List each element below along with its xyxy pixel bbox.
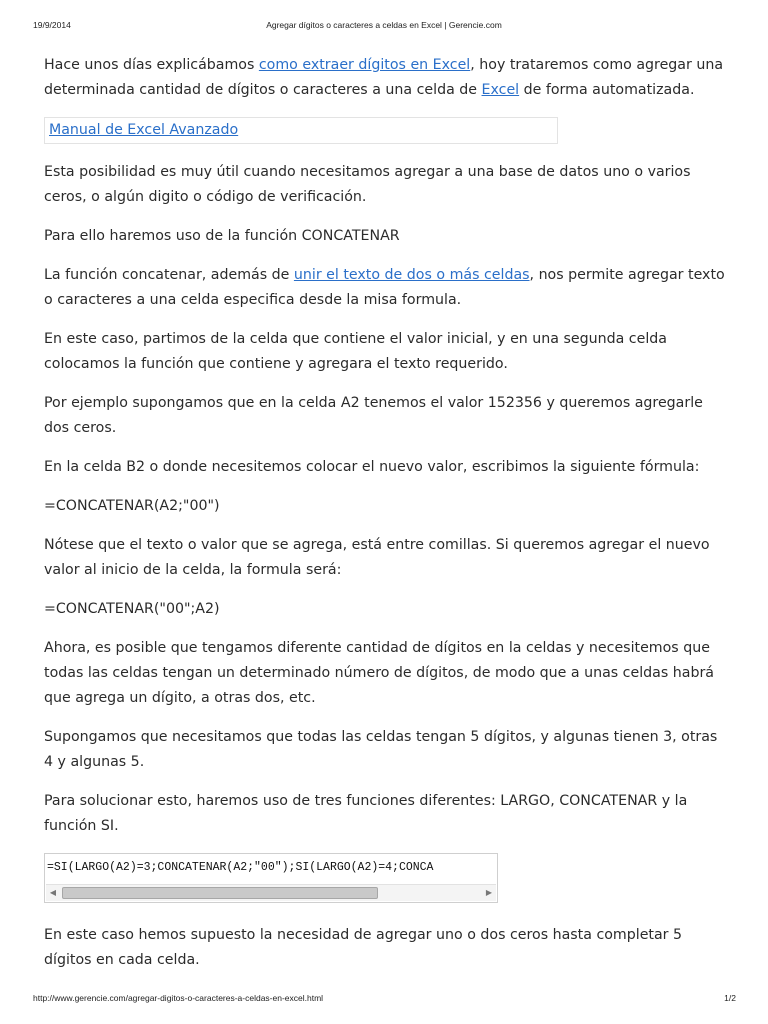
paragraph-caso: En este caso, partimos de la celda que contiene el valor inicial, y en una segunda celda colocamos la función que contiene y agregara el texto requerido. [44,331,667,372]
paragraph-notese: Nótese que el texto o valor que se agrega, está entre comillas. Si queremos agregar el nuevo valor al inicio de la celda, la formula será: [44,537,710,578]
code-formula: =SI(LARGO(A2)=3;CONCATENAR(A2;"00");SI(LARGO(A2)=4;CONCA [47,861,434,874]
intro-text-3: de forma automatizada. [519,82,695,98]
paragraph-supongamos: Supongamos que necesitamos que todas las celdas tengan 5 dígitos, y algunas tienen 3, otras 4 y algunas 5. [44,729,718,770]
paragraph-posibilidad: Esta posibilidad es muy útil cuando necesitamos agregar a una base de datos uno o varios ceros, o algún digito o código de verificación. [44,164,691,205]
link-extraer-digitos[interactable]: como extraer dígitos en Excel [258,57,471,73]
formula-1: =CONCATENAR(A2;"00") [44,498,220,514]
related-link-box [44,117,558,144]
paragraph-ahora: Ahora, es posible que tengamos diferente cantidad de dígitos en la celdas y necesitemos que todas las celdas tengan un determinado número de dígitos, de modo que a unas celdas habrá que agrega un dígito, a otras dos, etc. [44,640,714,706]
paragraph-conclusion: En este caso hemos supuesto la necesidad de agregar uno o dos ceros hasta completar 5 dígitos en cada celda. [44,927,683,968]
page-footer [0,993,768,1005]
header-title: Agregar dígitos o caracteres a celdas en Excel | Gerencie.com [266,20,502,30]
page-header [0,20,768,32]
link-unir-texto[interactable]: unir el texto de dos o más celdas [293,267,530,283]
paragraph-concatenar [44,263,728,313]
scroll-right-icon[interactable]: ▶ [485,888,493,897]
concat-text-2: , nos permite agregar texto o caracteres a una celda especifica desde la misa formula. [44,267,725,308]
scrollbar-thumb[interactable] [62,887,378,899]
paragraph-celda-b2: En la celda B2 o donde necesitemos colocar el nuevo valor, escribimos la siguiente fórmula: [44,459,700,475]
concat-text-1: La función concatenar, además de [44,267,294,283]
intro-text-1: Hace unos días explicábamos [44,57,259,73]
paragraph-solucionar: Para solucionar esto, haremos uso de tres funciones diferentes: LARGO, CONCATENAR y la función SI. [44,793,688,834]
paragraph-ejemplo: Por ejemplo supongamos que en la celda A2 tenemos el valor 152356 y queremos agregarle dos ceros. [44,395,703,436]
page-number: 1/2 [724,993,736,1003]
intro-text-2: , hoy trataremos como agregar una determinada cantidad de dígitos o caracteres a una celda de [44,57,724,98]
code-block [44,853,498,903]
paragraph-funcion: Para ello haremos uso de la función CONCATENAR [44,228,400,244]
article-body [44,53,728,987]
horizontal-scrollbar[interactable] [46,884,496,901]
link-excel[interactable]: Excel [481,82,520,98]
footer-url: http://www.gerencie.com/agregar-digitos-o-caracteres-a-celdas-en-excel.html [33,993,324,1003]
link-manual-excel-avanzado[interactable]: Manual de Excel Avanzado [49,122,239,138]
scroll-left-icon[interactable]: ◀ [49,888,57,897]
intro-paragraph [44,53,728,103]
header-date: 19/9/2014 [33,20,71,30]
formula-2: =CONCATENAR("00";A2) [44,601,220,617]
